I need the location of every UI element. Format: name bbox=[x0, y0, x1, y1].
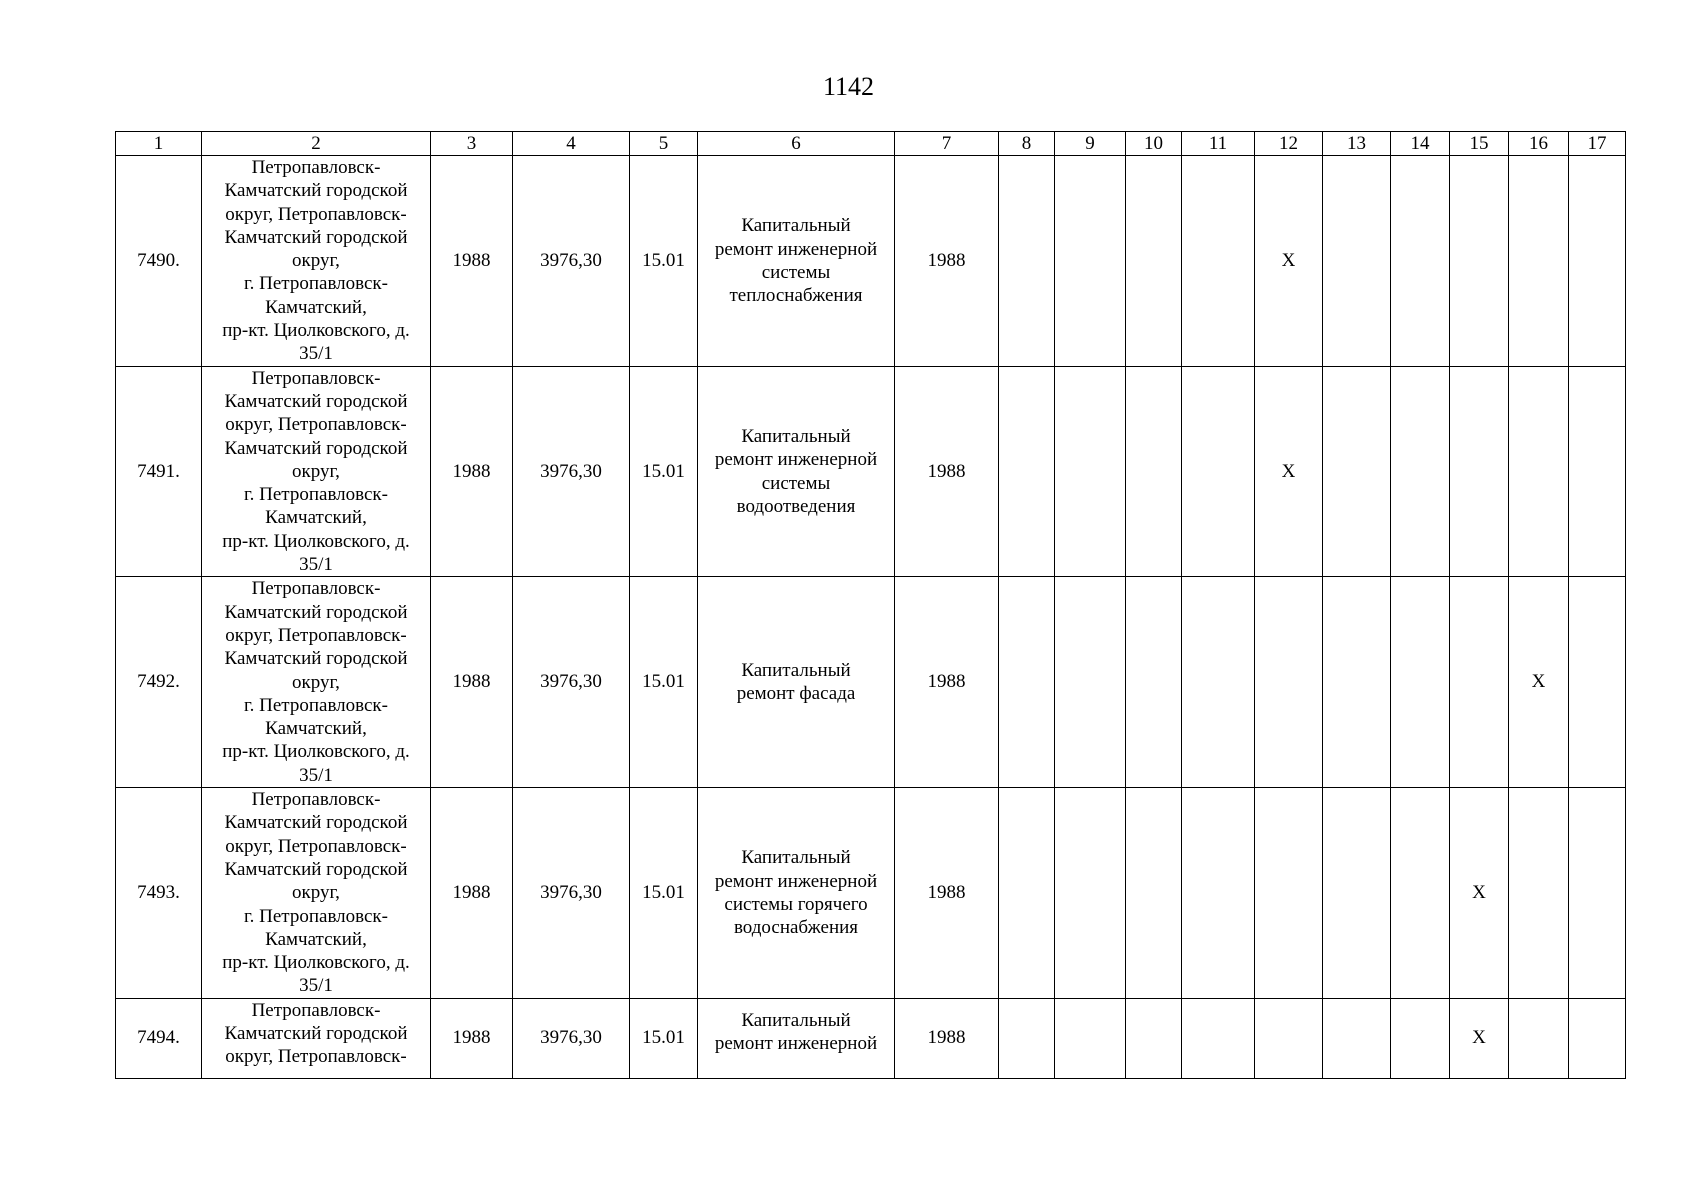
code-cell: 15.01 bbox=[630, 577, 698, 788]
table-row bbox=[116, 577, 1626, 788]
mark-cell-c17 bbox=[1569, 577, 1626, 788]
year-work-cell: 1988 bbox=[895, 156, 999, 367]
address-cell-line: 35/1 bbox=[299, 343, 333, 365]
work-type-cell-line: системы bbox=[761, 261, 831, 283]
address-cell-line: Камчатский, bbox=[265, 928, 367, 950]
mark-cell-c13 bbox=[1323, 577, 1391, 788]
column-header: 12 bbox=[1255, 132, 1323, 156]
mark-cell-c8 bbox=[999, 998, 1055, 1078]
mark-cell-c14 bbox=[1391, 156, 1450, 367]
year-work-cell: 1988 bbox=[895, 998, 999, 1078]
mark-cell-c15: X bbox=[1450, 998, 1509, 1078]
work-type-cell-line: ремонт инженерной bbox=[714, 870, 878, 892]
work-type-cell-line: Капитальный bbox=[741, 1009, 851, 1031]
mark-cell-c12: X bbox=[1255, 156, 1323, 367]
column-header: 1 bbox=[116, 132, 202, 156]
address-cell-line: пр-кт. Циолковского, д. bbox=[222, 530, 410, 552]
address-cell bbox=[202, 577, 431, 788]
mark-cell-c15 bbox=[1450, 156, 1509, 367]
work-type-cell-line: ремонт инженерной bbox=[714, 1032, 878, 1054]
code-cell: 15.01 bbox=[630, 366, 698, 577]
work-type-cell-line: теплоснабжения bbox=[729, 285, 863, 307]
mark-cell-c14 bbox=[1391, 788, 1450, 999]
area-cell: 3976,30 bbox=[513, 366, 630, 577]
mark-cell-c9 bbox=[1055, 366, 1126, 577]
year-work-cell: 1988 bbox=[895, 577, 999, 788]
address-cell-line: Петропавловск- bbox=[251, 789, 381, 811]
work-type-cell-line: Капитальный bbox=[741, 215, 851, 237]
mark-cell-c9 bbox=[1055, 788, 1126, 999]
column-header: 5 bbox=[630, 132, 698, 156]
table-body bbox=[116, 156, 1626, 1079]
year-work-cell: 1988 bbox=[895, 366, 999, 577]
work-type-cell bbox=[698, 577, 895, 788]
column-header: 4 bbox=[513, 132, 630, 156]
address-cell-line: г. Петропавловск- bbox=[244, 484, 388, 506]
mark-cell-c17 bbox=[1569, 156, 1626, 367]
mark-cell-c14 bbox=[1391, 577, 1450, 788]
column-header: 2 bbox=[202, 132, 431, 156]
area-cell: 3976,30 bbox=[513, 156, 630, 367]
mark-cell-c9 bbox=[1055, 998, 1126, 1078]
column-header: 6 bbox=[698, 132, 895, 156]
address-cell-line: Камчатский городской bbox=[224, 390, 408, 412]
address-cell-line: округ, bbox=[292, 250, 340, 272]
area-cell: 3976,30 bbox=[513, 577, 630, 788]
address-cell-line: Камчатский, bbox=[265, 507, 367, 529]
mark-cell-c14 bbox=[1391, 366, 1450, 577]
column-header: 3 bbox=[431, 132, 513, 156]
address-cell-line: Камчатский городской bbox=[224, 812, 408, 834]
mark-cell-c8 bbox=[999, 366, 1055, 577]
address-cell-line: Камчатский городской bbox=[224, 1022, 408, 1044]
mark-cell-c10 bbox=[1126, 577, 1182, 788]
address-cell-line: пр-кт. Циолковского, д. bbox=[222, 320, 410, 342]
address-cell-line: Камчатский городской bbox=[224, 437, 408, 459]
work-type-cell-line: Капитальный bbox=[741, 847, 851, 869]
year-built-cell: 1988 bbox=[431, 998, 513, 1078]
work-type-cell-line: ремонт инженерной bbox=[714, 449, 878, 471]
mark-cell-c17 bbox=[1569, 788, 1626, 999]
work-type-cell-line: ремонт фасада bbox=[736, 683, 856, 705]
address-cell-line: округ, Петропавловск- bbox=[225, 203, 407, 225]
address-cell-line: Петропавловск- bbox=[251, 578, 381, 600]
mark-cell-c12 bbox=[1255, 577, 1323, 788]
address-cell bbox=[202, 788, 431, 999]
year-work-cell: 1988 bbox=[895, 788, 999, 999]
row-number: 7491. bbox=[116, 366, 202, 577]
address-cell bbox=[202, 156, 431, 367]
mark-cell-c11 bbox=[1182, 366, 1255, 577]
address-cell-line: Камчатский городской bbox=[224, 648, 408, 670]
code-cell: 15.01 bbox=[630, 998, 698, 1078]
column-header: 17 bbox=[1569, 132, 1626, 156]
address-cell-line: округ, bbox=[292, 460, 340, 482]
address-cell-line: округ, bbox=[292, 882, 340, 904]
column-header: 11 bbox=[1182, 132, 1255, 156]
code-cell: 15.01 bbox=[630, 788, 698, 999]
column-header: 16 bbox=[1509, 132, 1569, 156]
mark-cell-c17 bbox=[1569, 998, 1626, 1078]
work-type-cell-line: Капитальный bbox=[741, 659, 851, 681]
mark-cell-c14 bbox=[1391, 998, 1450, 1078]
mark-cell-c11 bbox=[1182, 998, 1255, 1078]
mark-cell-c9 bbox=[1055, 577, 1126, 788]
repair-register-table bbox=[115, 131, 1626, 1079]
year-built-cell: 1988 bbox=[431, 366, 513, 577]
mark-cell-c15 bbox=[1450, 366, 1509, 577]
column-header: 14 bbox=[1391, 132, 1450, 156]
address-cell-line: г. Петропавловск- bbox=[244, 905, 388, 927]
row-number: 7492. bbox=[116, 577, 202, 788]
year-built-cell: 1988 bbox=[431, 156, 513, 367]
mark-cell-c16: X bbox=[1509, 577, 1569, 788]
row-number: 7493. bbox=[116, 788, 202, 999]
address-cell-line: Петропавловск- bbox=[251, 999, 381, 1021]
work-type-cell bbox=[698, 788, 895, 999]
table-row bbox=[116, 156, 1626, 367]
mark-cell-c10 bbox=[1126, 366, 1182, 577]
column-header: 9 bbox=[1055, 132, 1126, 156]
mark-cell-c13 bbox=[1323, 366, 1391, 577]
table-row bbox=[116, 998, 1626, 1078]
address-cell-line: округ, bbox=[292, 671, 340, 693]
work-type-cell-line: водоотведения bbox=[736, 495, 856, 517]
year-built-cell: 1988 bbox=[431, 788, 513, 999]
work-type-cell-line: Капитальный bbox=[741, 425, 851, 447]
work-type-cell-line: системы горячего bbox=[724, 893, 868, 915]
address-cell-line: пр-кт. Циолковского, д. bbox=[222, 952, 410, 974]
address-cell-line: г. Петропавловск- bbox=[244, 273, 388, 295]
address-cell-line: округ, Петропавловск- bbox=[225, 835, 407, 857]
mark-cell-c10 bbox=[1126, 788, 1182, 999]
mark-cell-c16 bbox=[1509, 366, 1569, 577]
work-type-cell bbox=[698, 156, 895, 367]
mark-cell-c15 bbox=[1450, 577, 1509, 788]
address-cell-line: 35/1 bbox=[299, 764, 333, 786]
column-number-row bbox=[116, 132, 1626, 156]
table-row bbox=[116, 366, 1626, 577]
mark-cell-c9 bbox=[1055, 156, 1126, 367]
address-cell-line: Петропавловск- bbox=[251, 367, 381, 389]
mark-cell-c13 bbox=[1323, 998, 1391, 1078]
mark-cell-c11 bbox=[1182, 156, 1255, 367]
area-cell: 3976,30 bbox=[513, 998, 630, 1078]
mark-cell-c16 bbox=[1509, 788, 1569, 999]
address-cell-line: Камчатский, bbox=[265, 718, 367, 740]
area-cell: 3976,30 bbox=[513, 788, 630, 999]
work-type-cell-line: системы bbox=[761, 472, 831, 494]
mark-cell-c12 bbox=[1255, 788, 1323, 999]
address-cell-line: 35/1 bbox=[299, 975, 333, 997]
mark-cell-c10 bbox=[1126, 998, 1182, 1078]
work-type-cell bbox=[698, 366, 895, 577]
address-cell-line: Камчатский городской bbox=[224, 858, 408, 880]
address-cell-line: пр-кт. Циолковского, д. bbox=[222, 741, 410, 763]
column-header: 8 bbox=[999, 132, 1055, 156]
mark-cell-c11 bbox=[1182, 788, 1255, 999]
work-type-cell-line: ремонт инженерной bbox=[714, 238, 878, 260]
address-cell-line: Камчатский, bbox=[265, 296, 367, 318]
address-cell-line: Камчатский городской bbox=[224, 601, 408, 623]
work-type-cell bbox=[698, 998, 895, 1078]
column-header: 7 bbox=[895, 132, 999, 156]
address-cell-line: округ, Петропавловск- bbox=[225, 414, 407, 436]
mark-cell-c15: X bbox=[1450, 788, 1509, 999]
mark-cell-c13 bbox=[1323, 156, 1391, 367]
address-cell-line: Камчатский городской bbox=[224, 226, 408, 248]
row-number: 7490. bbox=[116, 156, 202, 367]
mark-cell-c12 bbox=[1255, 998, 1323, 1078]
row-number: 7494. bbox=[116, 998, 202, 1078]
mark-cell-c8 bbox=[999, 156, 1055, 367]
mark-cell-c11 bbox=[1182, 577, 1255, 788]
column-header: 15 bbox=[1450, 132, 1509, 156]
mark-cell-c8 bbox=[999, 577, 1055, 788]
mark-cell-c17 bbox=[1569, 366, 1626, 577]
address-cell-line: Петропавловск- bbox=[251, 157, 381, 178]
address-cell bbox=[202, 998, 431, 1078]
code-cell: 15.01 bbox=[630, 156, 698, 367]
mark-cell-c16 bbox=[1509, 156, 1569, 367]
address-cell-line: Камчатский городской bbox=[224, 180, 408, 202]
work-type-cell-line: водоснабжения bbox=[733, 917, 859, 939]
address-cell-line: 35/1 bbox=[299, 554, 333, 576]
column-header: 13 bbox=[1323, 132, 1391, 156]
mark-cell-c12: X bbox=[1255, 366, 1323, 577]
address-cell-line: округ, Петропавловск- bbox=[225, 624, 407, 646]
page-number: 1142 bbox=[822, 72, 875, 101]
address-cell bbox=[202, 366, 431, 577]
column-header: 10 bbox=[1126, 132, 1182, 156]
year-built-cell: 1988 bbox=[431, 577, 513, 788]
table-row bbox=[116, 788, 1626, 999]
mark-cell-c10 bbox=[1126, 156, 1182, 367]
mark-cell-c8 bbox=[999, 788, 1055, 999]
mark-cell-c16 bbox=[1509, 998, 1569, 1078]
mark-cell-c13 bbox=[1323, 788, 1391, 999]
address-cell-line: округ, Петропавловск- bbox=[225, 1046, 407, 1068]
address-cell-line: г. Петропавловск- bbox=[244, 694, 388, 716]
